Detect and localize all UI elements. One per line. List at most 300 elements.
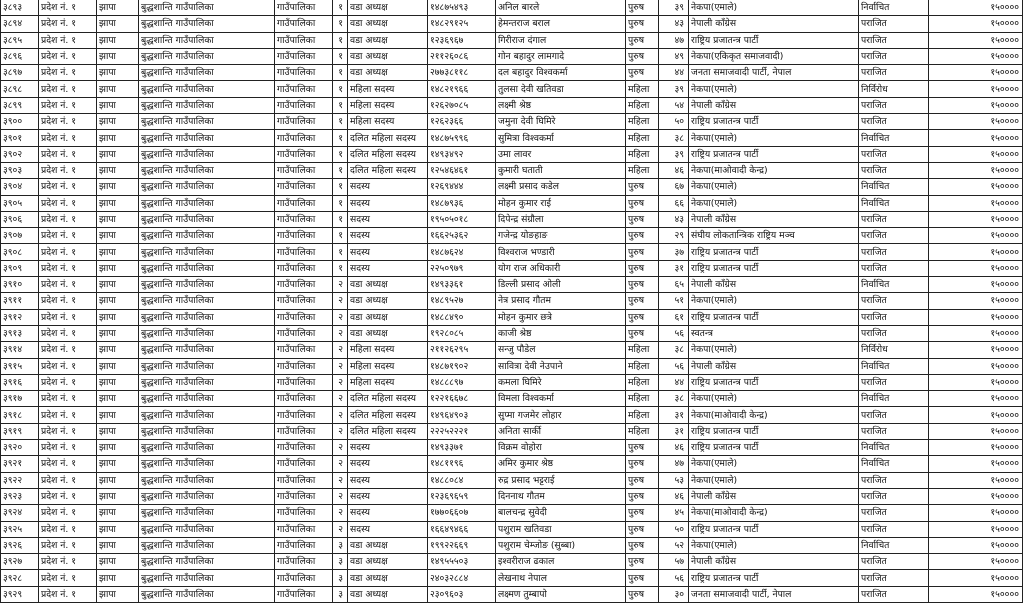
age-cell: ३९ [659, 81, 689, 97]
deposit-cell: १५०००० [929, 309, 1023, 325]
table-row [1, 228, 1023, 244]
deposit-cell: १५०००० [929, 325, 1023, 341]
province-cell: प्रदेश नं. १ [39, 81, 97, 97]
result-cell: पराजित [859, 521, 929, 537]
party-cell: जनता समाजवादी पार्टी, नेपाल [689, 65, 859, 81]
deposit-cell: १५०००० [929, 505, 1023, 521]
serial-number-cell: ३९२० [1, 440, 39, 456]
result-cell: पराजित [859, 228, 929, 244]
deposit-cell: १५०००० [929, 293, 1023, 309]
district-cell: झापा [97, 162, 139, 178]
table-row [1, 488, 1023, 504]
ward-number-cell: १ [333, 97, 348, 113]
district-cell: झापा [97, 325, 139, 341]
province-cell: प्रदेश नं. १ [39, 260, 97, 276]
body-type-cell: गाउँपालिका [275, 440, 333, 456]
result-cell: पराजित [859, 16, 929, 32]
age-cell: ३१ [659, 407, 689, 423]
table-row [1, 277, 1023, 293]
age-cell: ४७ [659, 32, 689, 48]
local-body-cell: बुद्धशान्ति गाउँपालिका [139, 81, 275, 97]
ward-number-cell: ३ [333, 586, 348, 602]
deposit-cell: १५०००० [929, 0, 1023, 16]
gender-cell: पुरुष [626, 472, 659, 488]
gender-cell: पुरुष [626, 293, 659, 309]
body-type-cell: गाउँपालिका [275, 16, 333, 32]
age-cell: ३१ [659, 260, 689, 276]
vote-count-cell: १९२८०८५ [428, 325, 496, 341]
serial-number-cell: ३९०६ [1, 211, 39, 227]
party-cell: राष्ट्रिय प्रजातन्त्र पार्टी [689, 440, 859, 456]
vote-count-cell: १४८२१९६६ [428, 81, 496, 97]
result-cell: पराजित [859, 325, 929, 341]
table-row [1, 325, 1023, 341]
deposit-cell: १५०००० [929, 554, 1023, 570]
result-cell: निर्वाचित [859, 456, 929, 472]
party-cell: नेकपा(एमाले) [689, 195, 859, 211]
vote-count-cell: १४८७५४९३ [428, 0, 496, 16]
body-type-cell: गाउँपालिका [275, 521, 333, 537]
vote-count-cell: १४८७९३६ [428, 195, 496, 211]
serial-number-cell: ३८९९ [1, 97, 39, 113]
result-cell: निर्वाचित [859, 277, 929, 293]
local-body-cell: बुद्धशान्ति गाउँपालिका [139, 456, 275, 472]
district-cell: झापा [97, 537, 139, 553]
body-type-cell: गाउँपालिका [275, 228, 333, 244]
party-cell: नेकपा(एमाले) [689, 342, 859, 358]
deposit-cell: १५०००० [929, 277, 1023, 293]
serial-number-cell: ३९०३ [1, 162, 39, 178]
age-cell: ६७ [659, 179, 689, 195]
body-type-cell: गाउँपालिका [275, 423, 333, 439]
serial-number-cell: ३९०५ [1, 195, 39, 211]
local-body-cell: बुद्धशान्ति गाउँपालिका [139, 391, 275, 407]
candidate-name-cell: अनिता सार्की [496, 423, 626, 439]
district-cell: झापा [97, 16, 139, 32]
party-cell: राष्ट्रिय प्रजातन्त्र पार्टी [689, 570, 859, 586]
gender-cell: पुरुष [626, 440, 659, 456]
candidate-name-cell: रुद्र प्रसाद भट्टराई [496, 472, 626, 488]
local-body-cell: बुद्धशान्ति गाउँपालिका [139, 48, 275, 64]
deposit-cell: १५०००० [929, 16, 1023, 32]
post-cell: सदस्य [348, 228, 428, 244]
age-cell: ४६ [659, 440, 689, 456]
district-cell: झापा [97, 440, 139, 456]
party-cell: राष्ट्रिय प्रजातन्त्र पार्टी [689, 32, 859, 48]
table-row [1, 505, 1023, 521]
candidate-name-cell: सन्जु पौडेल [496, 342, 626, 358]
result-cell: पराजित [859, 146, 929, 162]
age-cell: ६५ [659, 277, 689, 293]
district-cell: झापा [97, 32, 139, 48]
deposit-cell: १५०००० [929, 537, 1023, 553]
district-cell: झापा [97, 48, 139, 64]
post-cell: सदस्य [348, 472, 428, 488]
local-body-cell: बुद्धशान्ति गाउँपालिका [139, 0, 275, 16]
party-cell: नेपाली काँग्रेस [689, 554, 859, 570]
serial-number-cell: ३९०४ [1, 179, 39, 195]
body-type-cell: गाउँपालिका [275, 570, 333, 586]
result-cell: पराजित [859, 407, 929, 423]
province-cell: प्रदेश नं. १ [39, 570, 97, 586]
party-cell: नेकपा(एकिकृत समाजवादी) [689, 48, 859, 64]
post-cell: महिला सदस्य [348, 342, 428, 358]
table-row [1, 130, 1023, 146]
gender-cell: पुरुष [626, 260, 659, 276]
candidate-name-cell: नेत्र प्रसाद गौतम [496, 293, 626, 309]
local-body-cell: बुद्धशान्ति गाउँपालिका [139, 114, 275, 130]
post-cell: दलित महिला सदस्य [348, 391, 428, 407]
vote-count-cell: १२२१६६७८ [428, 391, 496, 407]
gender-cell: महिला [626, 423, 659, 439]
local-body-cell: बुद्धशान्ति गाउँपालिका [139, 260, 275, 276]
post-cell: महिला सदस्य [348, 358, 428, 374]
gender-cell: पुरुष [626, 325, 659, 341]
party-cell: नेकपा(एमाले) [689, 537, 859, 553]
party-cell: नेपाली काँग्रेस [689, 358, 859, 374]
table-row [1, 374, 1023, 390]
result-cell: निर्वाचित [859, 358, 929, 374]
vote-count-cell: १४८११९६ [428, 456, 496, 472]
candidate-name-cell: विश्वराज भण्डारी [496, 244, 626, 260]
district-cell: झापा [97, 195, 139, 211]
deposit-cell: १५०००० [929, 342, 1023, 358]
province-cell: प्रदेश नं. १ [39, 97, 97, 113]
party-cell: राष्ट्रिय प्रजातन्त्र पार्टी [689, 521, 859, 537]
gender-cell: पुरुष [626, 48, 659, 64]
result-cell: निर्वाचित [859, 195, 929, 211]
result-cell: निर्वाचित [859, 537, 929, 553]
ward-number-cell: १ [333, 211, 348, 227]
province-cell: प्रदेश नं. १ [39, 407, 97, 423]
province-cell: प्रदेश नं. १ [39, 325, 97, 341]
province-cell: प्रदेश नं. १ [39, 211, 97, 227]
body-type-cell: गाउँपालिका [275, 391, 333, 407]
vote-count-cell: २३०९६०३ [428, 586, 496, 602]
serial-number-cell: ३९०९ [1, 260, 39, 276]
gender-cell: पुरुष [626, 65, 659, 81]
age-cell: ४६ [659, 488, 689, 504]
table-row [1, 0, 1023, 16]
candidate-name-cell: गिरीराज दंगाल [496, 32, 626, 48]
ward-number-cell: ३ [333, 537, 348, 553]
table-row [1, 16, 1023, 32]
gender-cell: पुरुष [626, 195, 659, 211]
local-body-cell: बुद्धशान्ति गाउँपालिका [139, 97, 275, 113]
deposit-cell: १५०००० [929, 65, 1023, 81]
province-cell: प्रदेश नं. १ [39, 179, 97, 195]
post-cell: सदस्य [348, 521, 428, 537]
district-cell: झापा [97, 586, 139, 602]
candidate-name-cell: मोहन कुमार राई [496, 195, 626, 211]
local-body-cell: बुद्धशान्ति गाउँपालिका [139, 374, 275, 390]
candidate-name-cell: सुमित्रा विश्वकर्मा [496, 130, 626, 146]
deposit-cell: १५०००० [929, 32, 1023, 48]
local-body-cell: बुद्धशान्ति गाउँपालिका [139, 488, 275, 504]
age-cell: ४४ [659, 65, 689, 81]
local-body-cell: बुद्धशान्ति गाउँपालिका [139, 325, 275, 341]
candidate-name-cell: पशुराम चेम्जोङ (सुब्बा) [496, 537, 626, 553]
serial-number-cell: ३९१६ [1, 374, 39, 390]
province-cell: प्रदेश नं. १ [39, 16, 97, 32]
deposit-cell: १५०००० [929, 358, 1023, 374]
table-row [1, 48, 1023, 64]
local-body-cell: बुद्धशान्ति गाउँपालिका [139, 440, 275, 456]
body-type-cell: गाउँपालिका [275, 162, 333, 178]
gender-cell: पुरुष [626, 554, 659, 570]
district-cell: झापा [97, 488, 139, 504]
candidate-name-cell: डिल्ली प्रसाद ओली [496, 277, 626, 293]
local-body-cell: बुद्धशान्ति गाउँपालिका [139, 342, 275, 358]
district-cell: झापा [97, 293, 139, 309]
ward-number-cell: १ [333, 0, 348, 16]
serial-number-cell: ३९२६ [1, 537, 39, 553]
local-body-cell: बुद्धशान्ति गाउँपालिका [139, 570, 275, 586]
deposit-cell: १५०००० [929, 260, 1023, 276]
ward-number-cell: १ [333, 48, 348, 64]
body-type-cell: गाउँपालिका [275, 293, 333, 309]
province-cell: प्रदेश नं. १ [39, 456, 97, 472]
age-cell: ४६ [659, 162, 689, 178]
gender-cell: पुरुष [626, 32, 659, 48]
district-cell: झापा [97, 211, 139, 227]
result-cell: पराजित [859, 554, 929, 570]
party-cell: नेपाली काँग्रेस [689, 16, 859, 32]
vote-count-cell: १२६९४४४ [428, 179, 496, 195]
province-cell: प्रदेश नं. १ [39, 293, 97, 309]
province-cell: प्रदेश नं. १ [39, 342, 97, 358]
ward-number-cell: १ [333, 244, 348, 260]
vote-count-cell: १६६४९४६६ [428, 521, 496, 537]
serial-number-cell: ३९०२ [1, 146, 39, 162]
age-cell: ६१ [659, 309, 689, 325]
local-body-cell: बुद्धशान्ति गाउँपालिका [139, 16, 275, 32]
vote-count-cell: १४८७१९०२ [428, 358, 496, 374]
deposit-cell: १५०००० [929, 162, 1023, 178]
serial-number-cell: ३९१२ [1, 309, 39, 325]
age-cell: ४७ [659, 456, 689, 472]
serial-number-cell: ३९०७ [1, 228, 39, 244]
local-body-cell: बुद्धशान्ति गाउँपालिका [139, 146, 275, 162]
ward-number-cell: १ [333, 16, 348, 32]
serial-number-cell: ३९१५ [1, 358, 39, 374]
local-body-cell: बुद्धशान्ति गाउँपालिका [139, 244, 275, 260]
serial-number-cell: ३९२१ [1, 456, 39, 472]
serial-number-cell: ३८९८ [1, 81, 39, 97]
result-cell: पराजित [859, 48, 929, 64]
serial-number-cell: ३९२९ [1, 586, 39, 602]
result-cell: पराजित [859, 374, 929, 390]
local-body-cell: बुद्धशान्ति गाउँपालिका [139, 211, 275, 227]
post-cell: महिला सदस्य [348, 374, 428, 390]
post-cell: महिला सदस्य [348, 97, 428, 113]
local-body-cell: बुद्धशान्ति गाउँपालिका [139, 521, 275, 537]
age-cell: ३८ [659, 342, 689, 358]
candidate-name-cell: काजी श्रेष्ठ [496, 325, 626, 341]
age-cell: ४५ [659, 505, 689, 521]
gender-cell: महिला [626, 374, 659, 390]
body-type-cell: गाउँपालिका [275, 358, 333, 374]
candidate-name-cell: कमला घिमिरे [496, 374, 626, 390]
gender-cell: महिला [626, 162, 659, 178]
result-cell: निर्विरोध [859, 342, 929, 358]
party-cell: नेकपा(एमाले) [689, 130, 859, 146]
gender-cell: महिला [626, 391, 659, 407]
party-cell: संघीय लोकतान्त्रिक राष्ट्रिय मञ्च [689, 228, 859, 244]
ward-number-cell: २ [333, 456, 348, 472]
candidate-name-cell: दिपेन्द्र संग्रौला [496, 211, 626, 227]
body-type-cell: गाउँपालिका [275, 48, 333, 64]
vote-count-cell: १२३६९६७ [428, 32, 496, 48]
result-cell: पराजित [859, 586, 929, 602]
ward-number-cell: २ [333, 440, 348, 456]
serial-number-cell: ३९०१ [1, 130, 39, 146]
province-cell: प्रदेश नं. १ [39, 195, 97, 211]
post-cell: वडा अध्यक्ष [348, 309, 428, 325]
ward-number-cell: २ [333, 358, 348, 374]
gender-cell: पुरुष [626, 505, 659, 521]
result-cell: पराजित [859, 309, 929, 325]
province-cell: प्रदेश नं. १ [39, 65, 97, 81]
table-row [1, 537, 1023, 553]
body-type-cell: गाउँपालिका [275, 114, 333, 130]
deposit-cell: १५०००० [929, 423, 1023, 439]
vote-count-cell: १७७०६६०७ [428, 505, 496, 521]
table-row [1, 195, 1023, 211]
district-cell: झापा [97, 521, 139, 537]
post-cell: सदस्य [348, 440, 428, 456]
serial-number-cell: ३९२७ [1, 554, 39, 570]
party-cell: नेपाली काँग्रेस [689, 211, 859, 227]
age-cell: ५६ [659, 358, 689, 374]
age-cell: ५२ [659, 537, 689, 553]
candidate-name-cell: योग राज अधिकारी [496, 260, 626, 276]
local-body-cell: बुद्धशान्ति गाउँपालिका [139, 505, 275, 521]
province-cell: प्रदेश नं. १ [39, 309, 97, 325]
ward-number-cell: २ [333, 521, 348, 537]
vote-count-cell: १४९३३७१ [428, 440, 496, 456]
party-cell: नेकपा(एमाले) [689, 456, 859, 472]
post-cell: वडा अध्यक्ष [348, 32, 428, 48]
table-row [1, 162, 1023, 178]
vote-count-cell: १६६२५३६२ [428, 228, 496, 244]
body-type-cell: गाउँपालिका [275, 586, 333, 602]
candidate-name-cell: उमा लावर [496, 146, 626, 162]
vote-count-cell: १४८८८९७ [428, 374, 496, 390]
table-row [1, 260, 1023, 276]
vote-count-cell: १९९२२६६९ [428, 537, 496, 553]
local-body-cell: बुद्धशान्ति गाउँपालिका [139, 130, 275, 146]
serial-number-cell: ३९२५ [1, 521, 39, 537]
party-cell: नेपाली काँग्रेस [689, 277, 859, 293]
party-cell: नेपाली काँग्रेस [689, 488, 859, 504]
party-cell: राष्ट्रिय प्रजातन्त्र पार्टी [689, 244, 859, 260]
serial-number-cell: ३८९५ [1, 32, 39, 48]
gender-cell: पुरुष [626, 456, 659, 472]
district-cell: झापा [97, 65, 139, 81]
candidate-name-cell: तुलसा देवी खतिवडा [496, 81, 626, 97]
deposit-cell: १५०००० [929, 211, 1023, 227]
post-cell: सदस्य [348, 244, 428, 260]
gender-cell: महिला [626, 130, 659, 146]
body-type-cell: गाउँपालिका [275, 407, 333, 423]
vote-count-cell: १२६२३६६ [428, 114, 496, 130]
vote-count-cell: १२५४६४६१ [428, 162, 496, 178]
province-cell: प्रदेश नं. १ [39, 554, 97, 570]
province-cell: प्रदेश नं. १ [39, 423, 97, 439]
province-cell: प्रदेश नं. १ [39, 162, 97, 178]
province-cell: प्रदेश नं. १ [39, 277, 97, 293]
district-cell: झापा [97, 277, 139, 293]
party-cell: नेकपा(माओवादी केन्द्र) [689, 505, 859, 521]
table-row [1, 407, 1023, 423]
candidate-name-cell: गोन बहादुर लामगादे [496, 48, 626, 64]
result-cell: निर्वाचित [859, 0, 929, 16]
ward-number-cell: २ [333, 293, 348, 309]
result-cell: पराजित [859, 505, 929, 521]
result-cell: पराजित [859, 114, 929, 130]
result-cell: पराजित [859, 32, 929, 48]
party-cell: नेकपा(एमाले) [689, 179, 859, 195]
table-row [1, 391, 1023, 407]
ward-number-cell: १ [333, 179, 348, 195]
vote-count-cell: १४९५५५०३ [428, 554, 496, 570]
post-cell: सदस्य [348, 505, 428, 521]
vote-count-cell: १२६२७०८५ [428, 97, 496, 113]
local-body-cell: बुद्धशान्ति गाउँपालिका [139, 228, 275, 244]
age-cell: ६६ [659, 195, 689, 211]
post-cell: दलित महिला सदस्य [348, 423, 428, 439]
body-type-cell: गाउँपालिका [275, 456, 333, 472]
serial-number-cell: ३८९४ [1, 16, 39, 32]
party-cell: राष्ट्रिय प्रजातन्त्र पार्टी [689, 260, 859, 276]
gender-cell: महिला [626, 407, 659, 423]
vote-count-cell: १२३६९६५९ [428, 488, 496, 504]
result-cell: निर्वाचित [859, 130, 929, 146]
serial-number-cell: ३९२२ [1, 472, 39, 488]
ward-number-cell: २ [333, 309, 348, 325]
district-cell: झापा [97, 228, 139, 244]
body-type-cell: गाउँपालिका [275, 179, 333, 195]
party-cell: नेकपा(एमाले) [689, 472, 859, 488]
ward-number-cell: २ [333, 391, 348, 407]
local-body-cell: बुद्धशान्ति गाउँपालिका [139, 586, 275, 602]
local-body-cell: बुद्धशान्ति गाउँपालिका [139, 179, 275, 195]
serial-number-cell: ३९११ [1, 293, 39, 309]
result-cell: पराजित [859, 97, 929, 113]
age-cell: ५६ [659, 570, 689, 586]
province-cell: प्रदेश नं. १ [39, 391, 97, 407]
deposit-cell: १५०००० [929, 130, 1023, 146]
gender-cell: महिला [626, 342, 659, 358]
table-row [1, 521, 1023, 537]
result-cell: पराजित [859, 244, 929, 260]
local-body-cell: बुद्धशान्ति गाउँपालिका [139, 309, 275, 325]
local-body-cell: बुद्धशान्ति गाउँपालिका [139, 32, 275, 48]
serial-number-cell: ३९०८ [1, 244, 39, 260]
post-cell: सदस्य [348, 456, 428, 472]
deposit-cell: १५०००० [929, 472, 1023, 488]
province-cell: प्रदेश नं. १ [39, 130, 97, 146]
candidate-name-cell: हेमन्तराज बराल [496, 16, 626, 32]
age-cell: ४३ [659, 16, 689, 32]
result-cell: पराजित [859, 472, 929, 488]
body-type-cell: गाउँपालिका [275, 244, 333, 260]
serial-number-cell: ३९१७ [1, 391, 39, 407]
serial-number-cell: ३९०० [1, 114, 39, 130]
vote-count-cell: २११२६२९५ [428, 342, 496, 358]
local-body-cell: बुद्धशान्ति गाउँपालिका [139, 162, 275, 178]
